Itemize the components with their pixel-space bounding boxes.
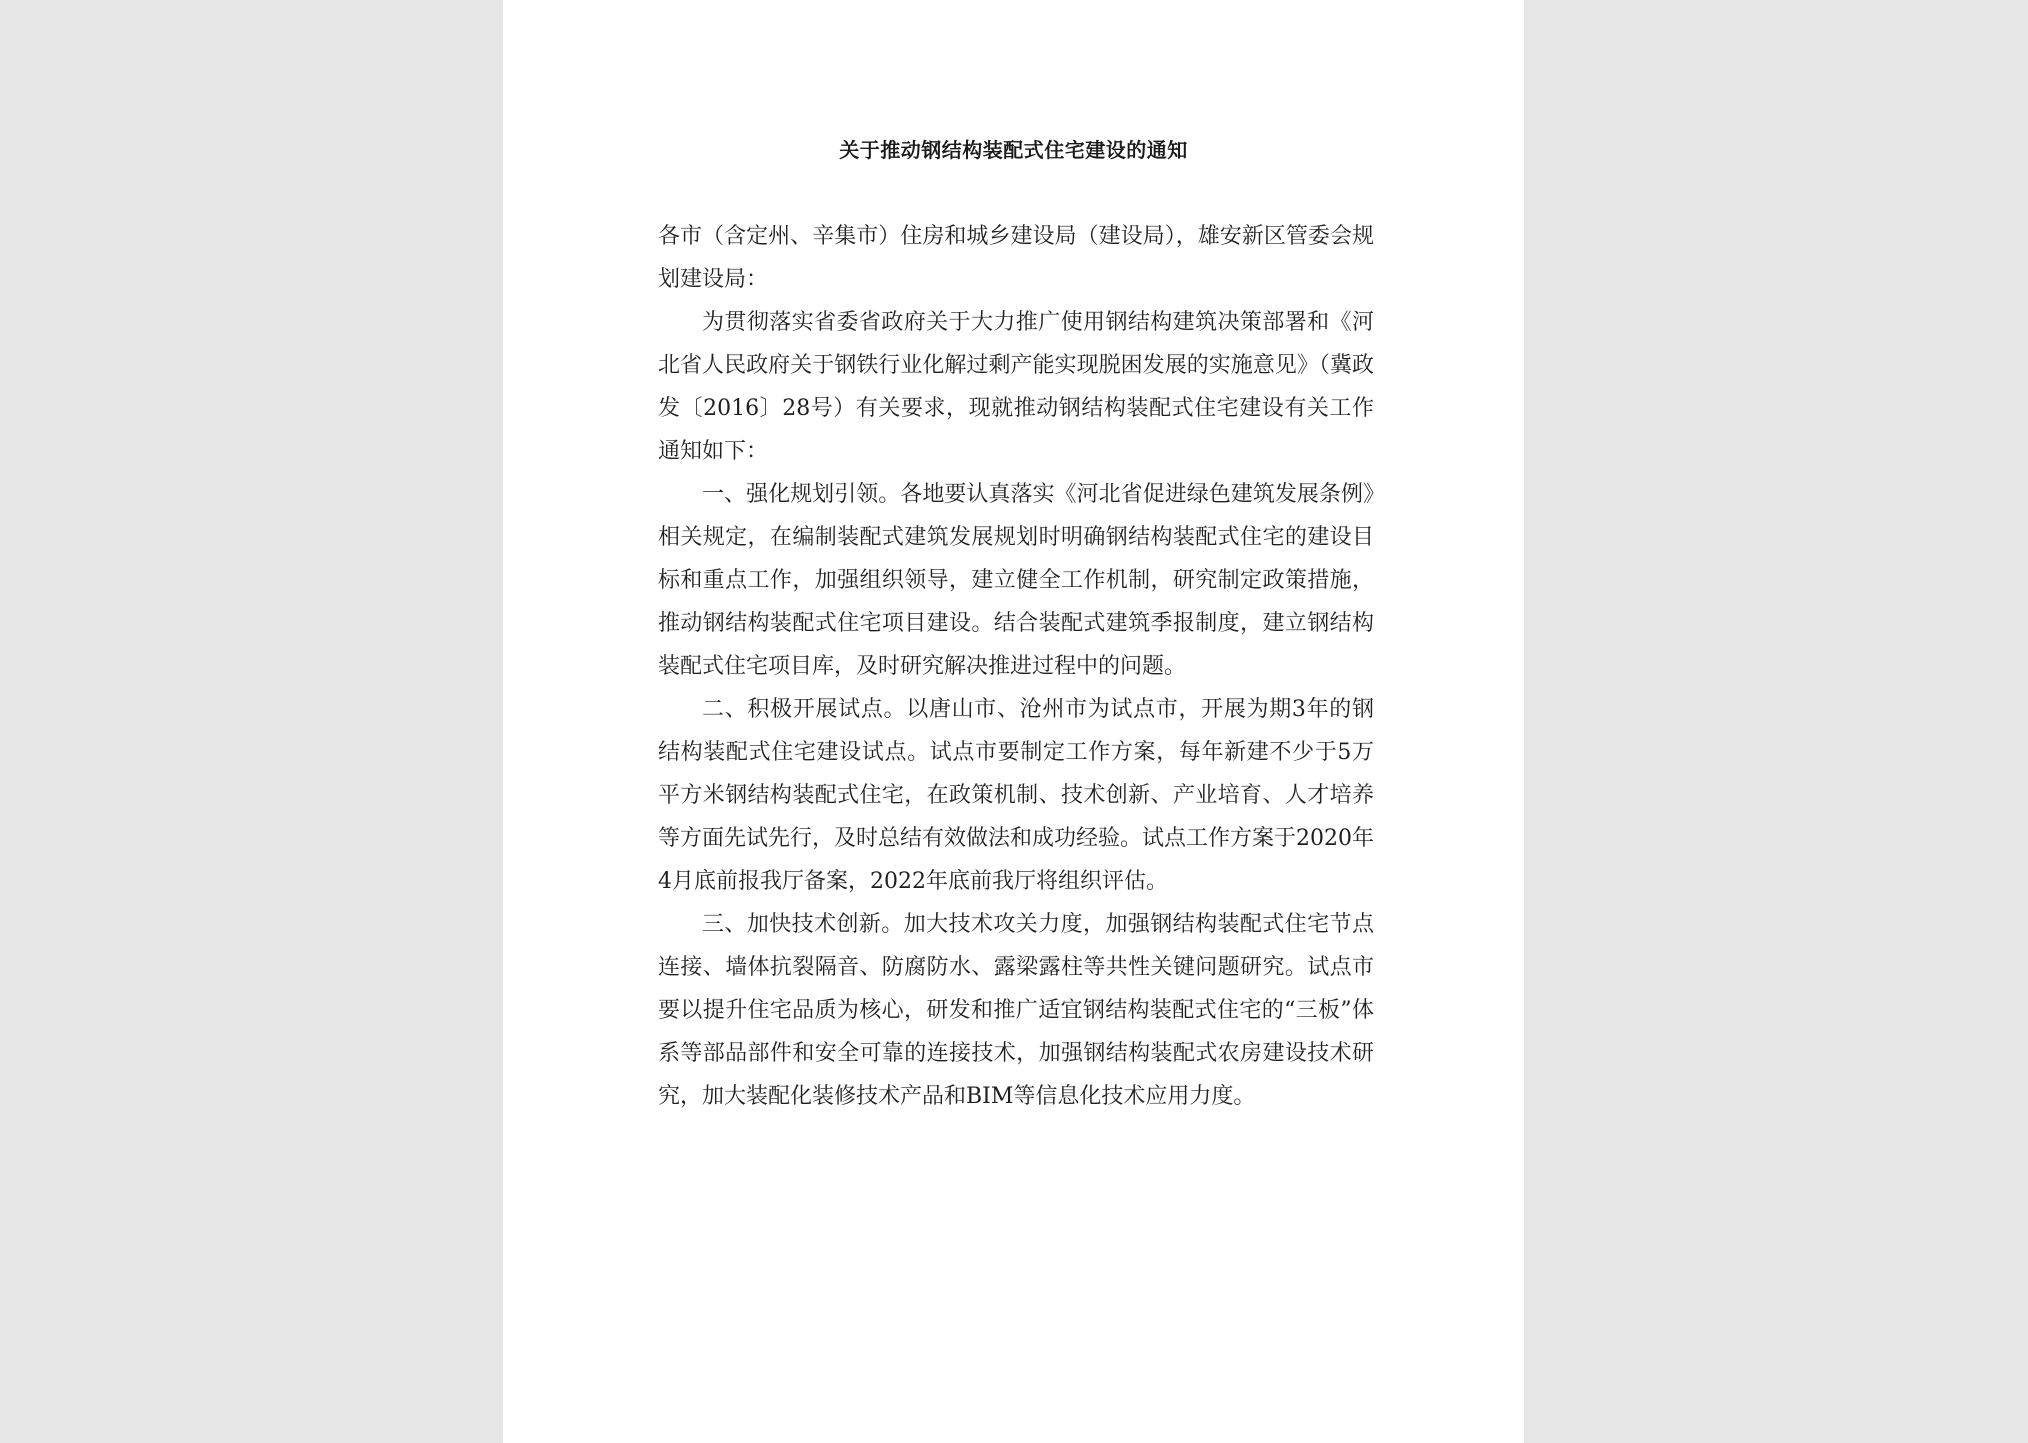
salutation: 各市（含定州、辛集市）住房和城乡建设局（建设局），雄安新区管委会规划建设局：	[658, 224, 1374, 292]
paragraph-3: 三、加快技术创新。加大技术攻关力度，加强钢结构装配式住宅节点连接、墙体抗裂隔音、防腐防水、露梁露柱等共性关键问题研究。试点市要以提升住宅品质为核心，研发和推广适宜钢结构装配式住宅的“三板”体系等部品部件和安全可靠的连接技术，加强钢结构装配式农房建设技术研究，加大装配化装修技术产品和BIM等信息化技术应用力度。	[658, 912, 1374, 1109]
document-title: 关于推动钢结构装配式住宅建设的通知	[839, 138, 1188, 162]
paragraph-intro: 为贯彻落实省委省政府关于大力推广使用钢结构建筑决策部署和《河北省人民政府关于钢铁行业化解过剩产能实现脱困发展的实施意见》（冀政发〔2016〕28号）有关要求，现就推动钢结构装配式住宅建设有关工作通知如下：	[658, 310, 1374, 464]
document-page	[503, 0, 1524, 1443]
paragraph-2: 二、积极开展试点。以唐山市、沧州市为试点市，开展为期3年的钢结构装配式住宅建设试点。试点市要制定工作方案，每年新建不少于5万平方米钢结构装配式住宅，在政策机制、技术创新、产业培育、人才培养等方面先试先行，及时总结有效做法和成功经验。试点工作方案于2020年4月底前报我厅备案，2022年底前我厅将组织评估。	[658, 697, 1374, 894]
paragraph-1: 一、强化规划引领。各地要认真落实《河北省促进绿色建筑发展条例》相关规定，在编制装配式建筑发展规划时明确钢结构装配式住宅的建设目标和重点工作，加强组织领导，建立健全工作机制，研究制定政策措施，推动钢结构装配式住宅项目建设。结合装配式建筑季报制度，建立钢结构装配式住宅项目库，及时研究解决推进过程中的问题。	[658, 482, 1374, 679]
document-body	[658, 215, 1374, 1118]
